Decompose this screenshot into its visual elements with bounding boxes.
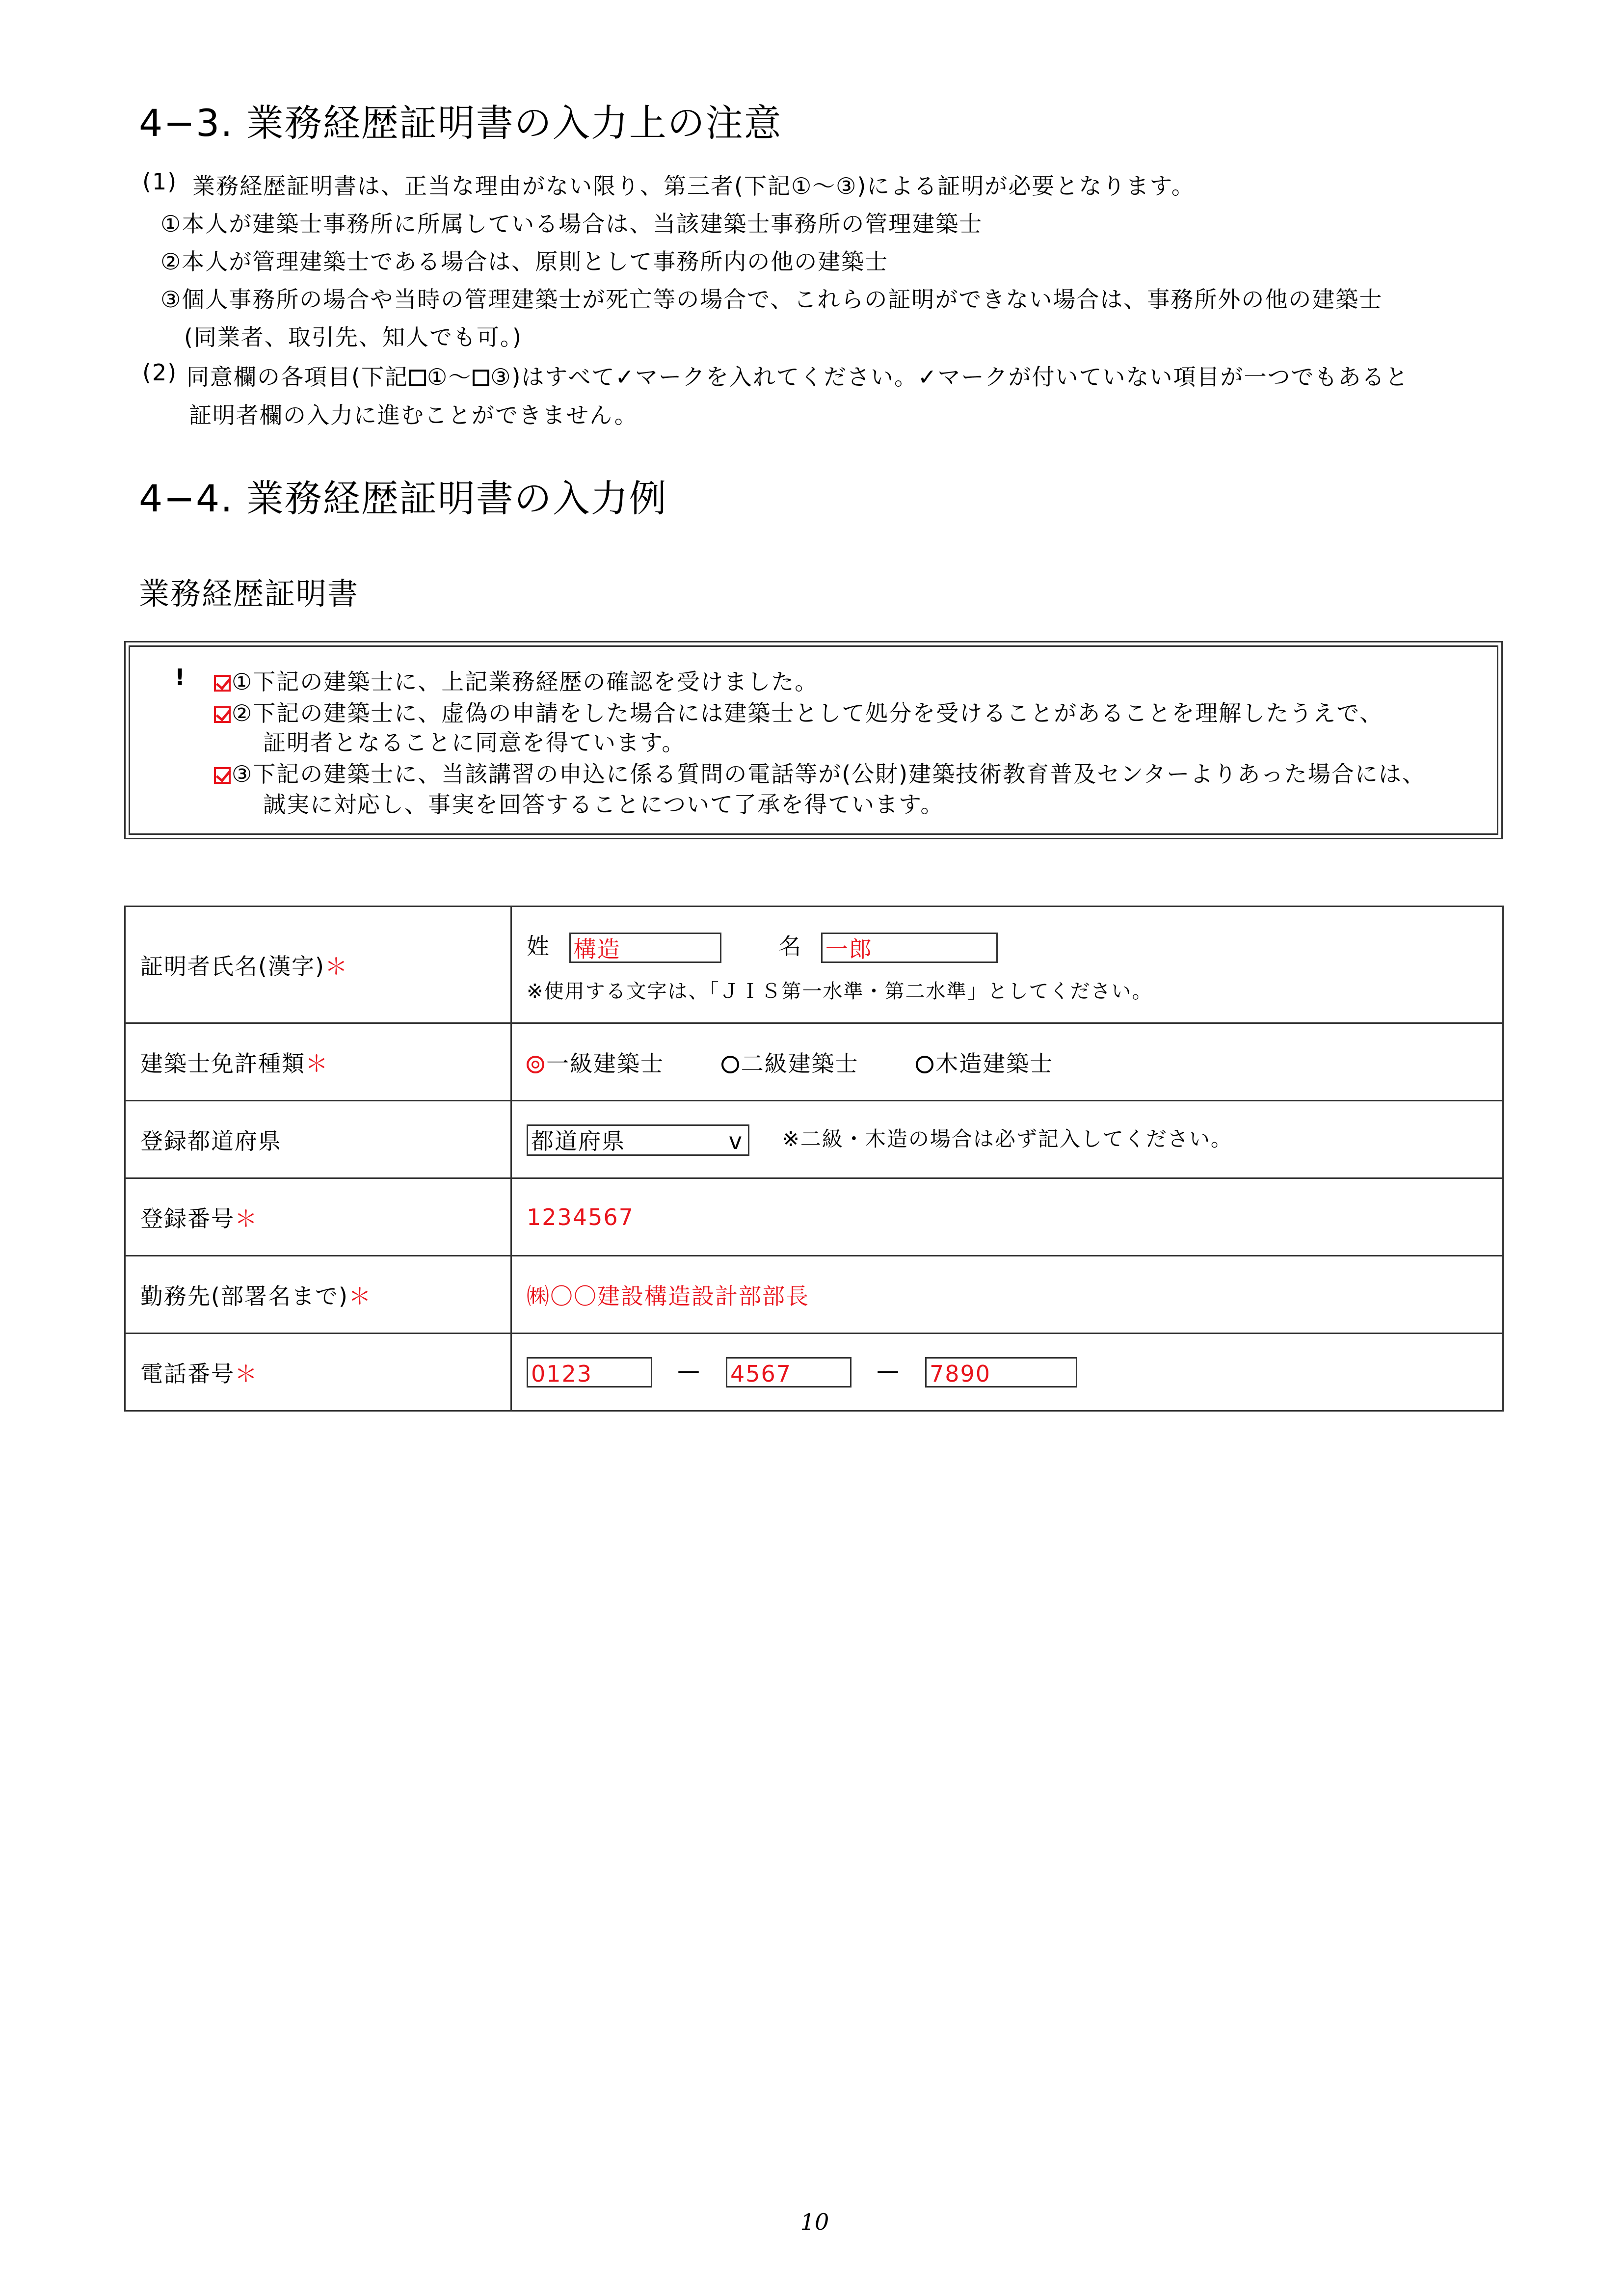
note-1-sub3-cont: (同業者、取引先、知人でも可。)	[184, 324, 522, 350]
required-mark: ＊	[348, 1282, 372, 1309]
form-row-registration	[125, 1178, 1503, 1256]
workplace-label: 勤務先(部署名まで)＊	[125, 1256, 511, 1334]
note-2-text-c: ③)はすべて✓マークを入れてください。✓マークが付いていない項目が一つでもあると	[490, 364, 1409, 390]
surname-label: 姓	[527, 933, 550, 960]
checkbox-checked-icon[interactable]	[214, 767, 231, 784]
phone-label: 電話番号＊	[125, 1334, 511, 1411]
consent-item-3-cont: 誠実に対応し、事実を回答することについて了承を得ています。	[263, 791, 944, 818]
license-label: 建築士免許種類＊	[125, 1023, 511, 1101]
note-1-sub3: ③個人事務所の場合や当時の管理建築士が死亡等の場合で、これらの証明ができない場合は、事務所外の他の建築士	[160, 286, 1383, 313]
note-2-text-a: 同意欄の各項目(下記	[186, 364, 408, 390]
license-options	[511, 1023, 1503, 1101]
required-mark: ＊	[305, 1050, 329, 1077]
form-subtitle: 業務経歴証明書	[139, 576, 359, 612]
required-mark: ＊	[324, 953, 348, 980]
form-row-prefecture	[125, 1101, 1503, 1178]
dropdown-arrow-icon[interactable]: v	[728, 1127, 743, 1154]
note-2-cont: 証明者欄の入力に進むことができません。	[189, 402, 638, 428]
phone-input-2[interactable]: 4567	[726, 1357, 851, 1388]
consent-item-2[interactable]	[214, 695, 1383, 728]
consent-box	[124, 641, 1503, 839]
radio-first-class[interactable]: 一級建築士	[527, 1046, 664, 1078]
phone-input-1[interactable]: 0123	[527, 1357, 652, 1388]
surname-input[interactable]: 構造	[569, 933, 721, 963]
radio-second-class[interactable]: 二級建築士	[721, 1046, 859, 1078]
workplace-value[interactable]: ㈱〇〇建設構造設計部部長	[511, 1256, 1503, 1334]
prefecture-cell	[511, 1101, 1503, 1178]
page-number: 10	[800, 2209, 829, 2235]
note-2-number: (2)	[142, 359, 178, 386]
checkbox-checked-icon[interactable]	[214, 706, 231, 723]
section-4-3-title: 4−3. 業務経歴証明書の入力上の注意	[139, 101, 782, 145]
form-row-phone	[125, 1334, 1503, 1411]
given-name-label: 名	[778, 933, 802, 960]
radio-unselected-icon[interactable]	[916, 1056, 933, 1073]
prefecture-note: ※二級・木造の場合は必ず記入してください。	[782, 1127, 1232, 1151]
consent-item-1[interactable]	[214, 664, 818, 696]
form-row-workplace	[125, 1256, 1503, 1334]
prefecture-label: 登録都道府県	[125, 1101, 511, 1178]
name-note: ※使用する文字は、「ＪＩＳ第一水準・第二水準」としてください。	[527, 980, 1153, 1003]
required-mark: ＊	[235, 1205, 258, 1232]
given-name-input[interactable]: 一郎	[821, 933, 998, 963]
consent-item-2-cont: 証明者となることに同意を得ています。	[263, 729, 686, 756]
radio-wooden[interactable]: 木造建築士	[916, 1046, 1053, 1078]
consent-item-3-text: ③下記の建築士に、当該講習の申込に係る質問の電話等が(公財)建築技術教育普及センターよりあった場合には、	[232, 761, 1426, 787]
registration-label: 登録番号＊	[125, 1178, 511, 1256]
radio-selected-icon[interactable]	[527, 1056, 544, 1073]
section-4-4-title: 4−4. 業務経歴証明書の入力例	[139, 477, 667, 520]
note-1-sub1: ①本人が建築士事務所に所属している場合は、当該建築士事務所の管理建築士	[160, 211, 983, 237]
note-2-text	[186, 359, 1409, 392]
registration-number[interactable]: 1234567	[511, 1178, 1503, 1256]
note-1-text: 業務経歴証明書は、正当な理由がない限り、第三者(下記①～③)による証明が必要となります。	[192, 173, 1195, 199]
phone-input-3[interactable]: 7890	[925, 1357, 1077, 1388]
phone-separator: —	[677, 1357, 701, 1384]
form-row-license	[125, 1023, 1503, 1101]
name-field-cell	[511, 907, 1503, 1023]
exclamation-icon: !	[175, 664, 185, 691]
name-label: 証明者氏名(漢字)＊	[125, 907, 511, 1023]
checkbox-icon	[473, 370, 489, 386]
phone-cell	[511, 1334, 1503, 1411]
radio-unselected-icon[interactable]	[721, 1056, 739, 1073]
checkbox-icon	[409, 370, 426, 386]
consent-item-3[interactable]	[214, 756, 1426, 789]
note-1-sub2: ②本人が管理建築士である場合は、原則として事務所内の他の建築士	[160, 248, 889, 275]
note-2-text-b: ①～	[426, 364, 472, 390]
checkbox-checked-icon[interactable]	[214, 675, 231, 692]
prefecture-select[interactable]: 都道府県 v	[527, 1124, 749, 1156]
form-row-name	[125, 907, 1503, 1023]
phone-separator: —	[877, 1357, 900, 1384]
consent-item-1-text: ①下記の建築士に、上記業務経歴の確認を受けました。	[232, 668, 819, 695]
required-mark: ＊	[235, 1360, 258, 1387]
consent-item-2-text: ②下記の建築士に、虚偽の申請をした場合には建築士として処分を受けることがあることを理解したうえで、	[232, 700, 1384, 726]
note-1-number: (1)	[142, 168, 178, 195]
certifier-form	[124, 906, 1504, 1412]
